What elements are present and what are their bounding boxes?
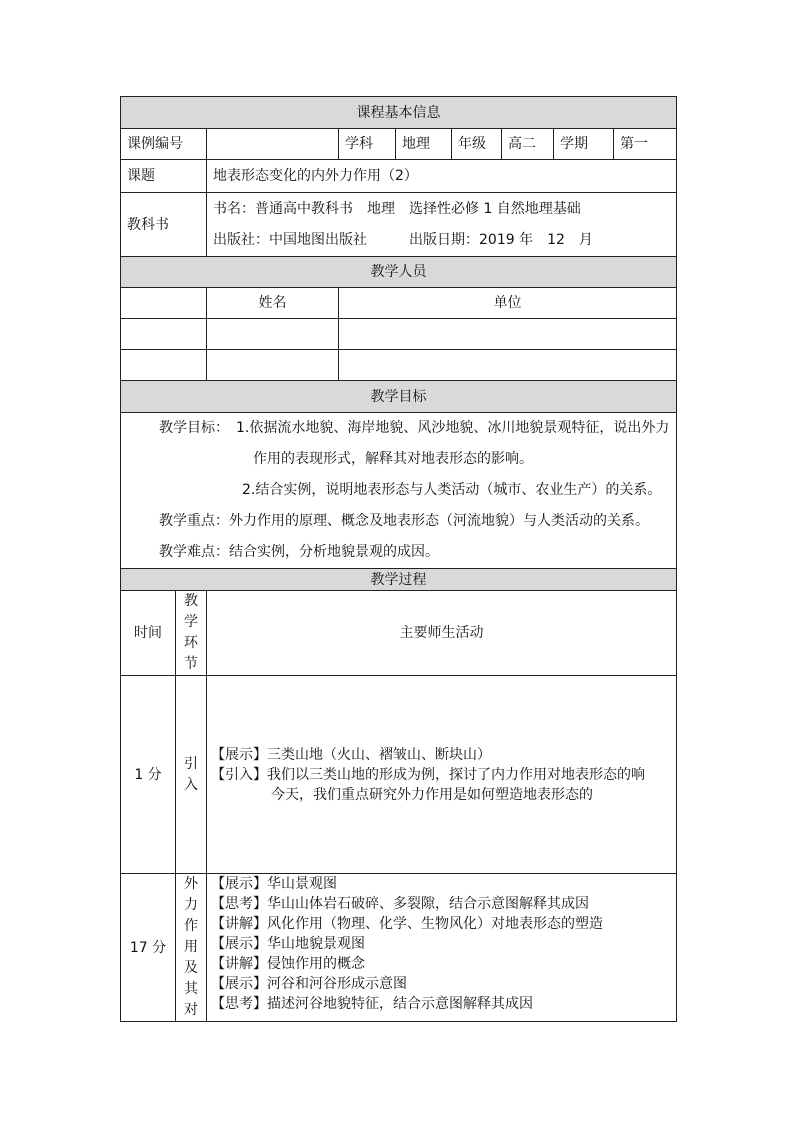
process-col-stage xyxy=(176,591,207,676)
stage-char: 对 xyxy=(184,1002,198,1018)
activity-line: 【引入】我们以三类山地的形成为例，探讨了内力作用对地表形态的响 xyxy=(211,766,645,783)
course-id-label: 课例编号 xyxy=(121,129,207,160)
staff-corner-cell xyxy=(121,288,207,319)
subject-label: 学科 xyxy=(339,129,396,160)
staff-row-1-unit xyxy=(339,319,677,350)
objective-line-2: 作用的表现形式，解释其对地表形态的影响。 xyxy=(253,451,533,467)
process-row-2-stage xyxy=(176,874,207,1022)
stage-char: 作 xyxy=(184,918,198,934)
stage-header-char: 学 xyxy=(184,614,198,630)
stage-char: 入 xyxy=(184,776,198,793)
staff-row-2-blank xyxy=(121,350,207,381)
activity-line: 【展示】三类山地（火山、褶皱山、断块山） xyxy=(211,746,491,763)
staff-col-unit: 单位 xyxy=(339,288,677,319)
section-header-basic: 课程基本信息 xyxy=(121,97,677,129)
stage-char: 外 xyxy=(184,876,198,892)
objective-line-1: 教学目标： 1.依据流水地貌、海岸地貌、风沙地貌、冰川地貌景观特征，说出外力 xyxy=(159,420,670,436)
staff-row-1-name xyxy=(207,319,339,350)
process-row-1-activities xyxy=(207,676,677,874)
stage-header-char: 环 xyxy=(184,635,198,651)
term-label: 学期 xyxy=(554,129,614,160)
textbook-info xyxy=(207,193,677,257)
grade-label: 年级 xyxy=(452,129,502,160)
textbook-label: 教科书 xyxy=(121,193,207,257)
activity-line: 【讲解】侵蚀作用的概念 xyxy=(211,956,365,972)
process-row-2-activities xyxy=(207,874,677,1022)
stage-header-char: 节 xyxy=(184,656,198,672)
key-point-line: 教学重点：外力作用的原理、概念及地表形态（河流地貌）与人类活动的关系。 xyxy=(159,513,649,529)
section-header-staff: 教学人员 xyxy=(121,257,677,288)
lesson-plan-table xyxy=(120,96,677,1022)
staff-row-1-blank xyxy=(121,319,207,350)
difficulty-line: 教学难点：结合实例，分析地貌景观的成因。 xyxy=(159,544,439,560)
topic-label: 课题 xyxy=(121,160,207,193)
objective-line-3: 2.结合实例，说明地表形态与人类活动（城市、农业生产）的关系。 xyxy=(242,482,662,498)
process-row-1-time: 1 分 xyxy=(121,676,176,874)
process-col-activity: 主要师生活动 xyxy=(207,591,677,676)
subject-value: 地理 xyxy=(396,129,452,160)
activity-line: 今天，我们重点研究外力作用是如何塑造地表形态的 xyxy=(271,786,593,803)
activity-line: 【展示】华山地貌景观图 xyxy=(211,936,365,952)
stage-char: 引 xyxy=(184,755,198,772)
activity-line: 【思考】华山山体岩石破碎、多裂隙，结合示意图解释其成因 xyxy=(211,896,589,912)
course-id-value xyxy=(207,129,339,160)
staff-row-2-name xyxy=(207,350,339,381)
staff-col-name: 姓名 xyxy=(207,288,339,319)
activity-line: 【展示】河谷和河谷形成示意图 xyxy=(211,976,407,992)
activity-line: 【展示】华山景观图 xyxy=(211,876,337,892)
section-header-goals: 教学目标 xyxy=(121,381,677,413)
objectives-content xyxy=(121,413,677,569)
process-row-1-stage xyxy=(176,676,207,874)
process-col-time: 时间 xyxy=(121,591,176,676)
term-value: 第一 xyxy=(614,129,677,160)
textbook-title-line: 书名：普通高中教科书 地理 选择性必修 1 自然地理基础 xyxy=(213,200,581,217)
stage-char: 用 xyxy=(184,939,198,955)
process-row-2-time: 17 分 xyxy=(121,874,176,1022)
topic-value: 地表形态变化的内外力作用（2） xyxy=(207,160,677,193)
stage-char: 其 xyxy=(184,981,198,997)
grade-value: 高二 xyxy=(502,129,554,160)
lesson-plan-document xyxy=(120,96,676,1024)
activity-line: 【讲解】风化作用（物理、化学、生物风化）对地表形态的塑造 xyxy=(211,916,603,932)
activity-line: 【思考】描述河谷地貌特征，结合示意图解释其成因 xyxy=(211,996,533,1012)
stage-header-char: 教 xyxy=(184,593,198,609)
textbook-publisher-line: 出版社：中国地图出版社 出版日期：2019 年 12 月 xyxy=(213,231,593,248)
stage-char: 及 xyxy=(184,960,198,976)
section-header-process: 教学过程 xyxy=(121,569,677,591)
stage-char: 力 xyxy=(184,897,198,913)
staff-row-2-unit xyxy=(339,350,677,381)
